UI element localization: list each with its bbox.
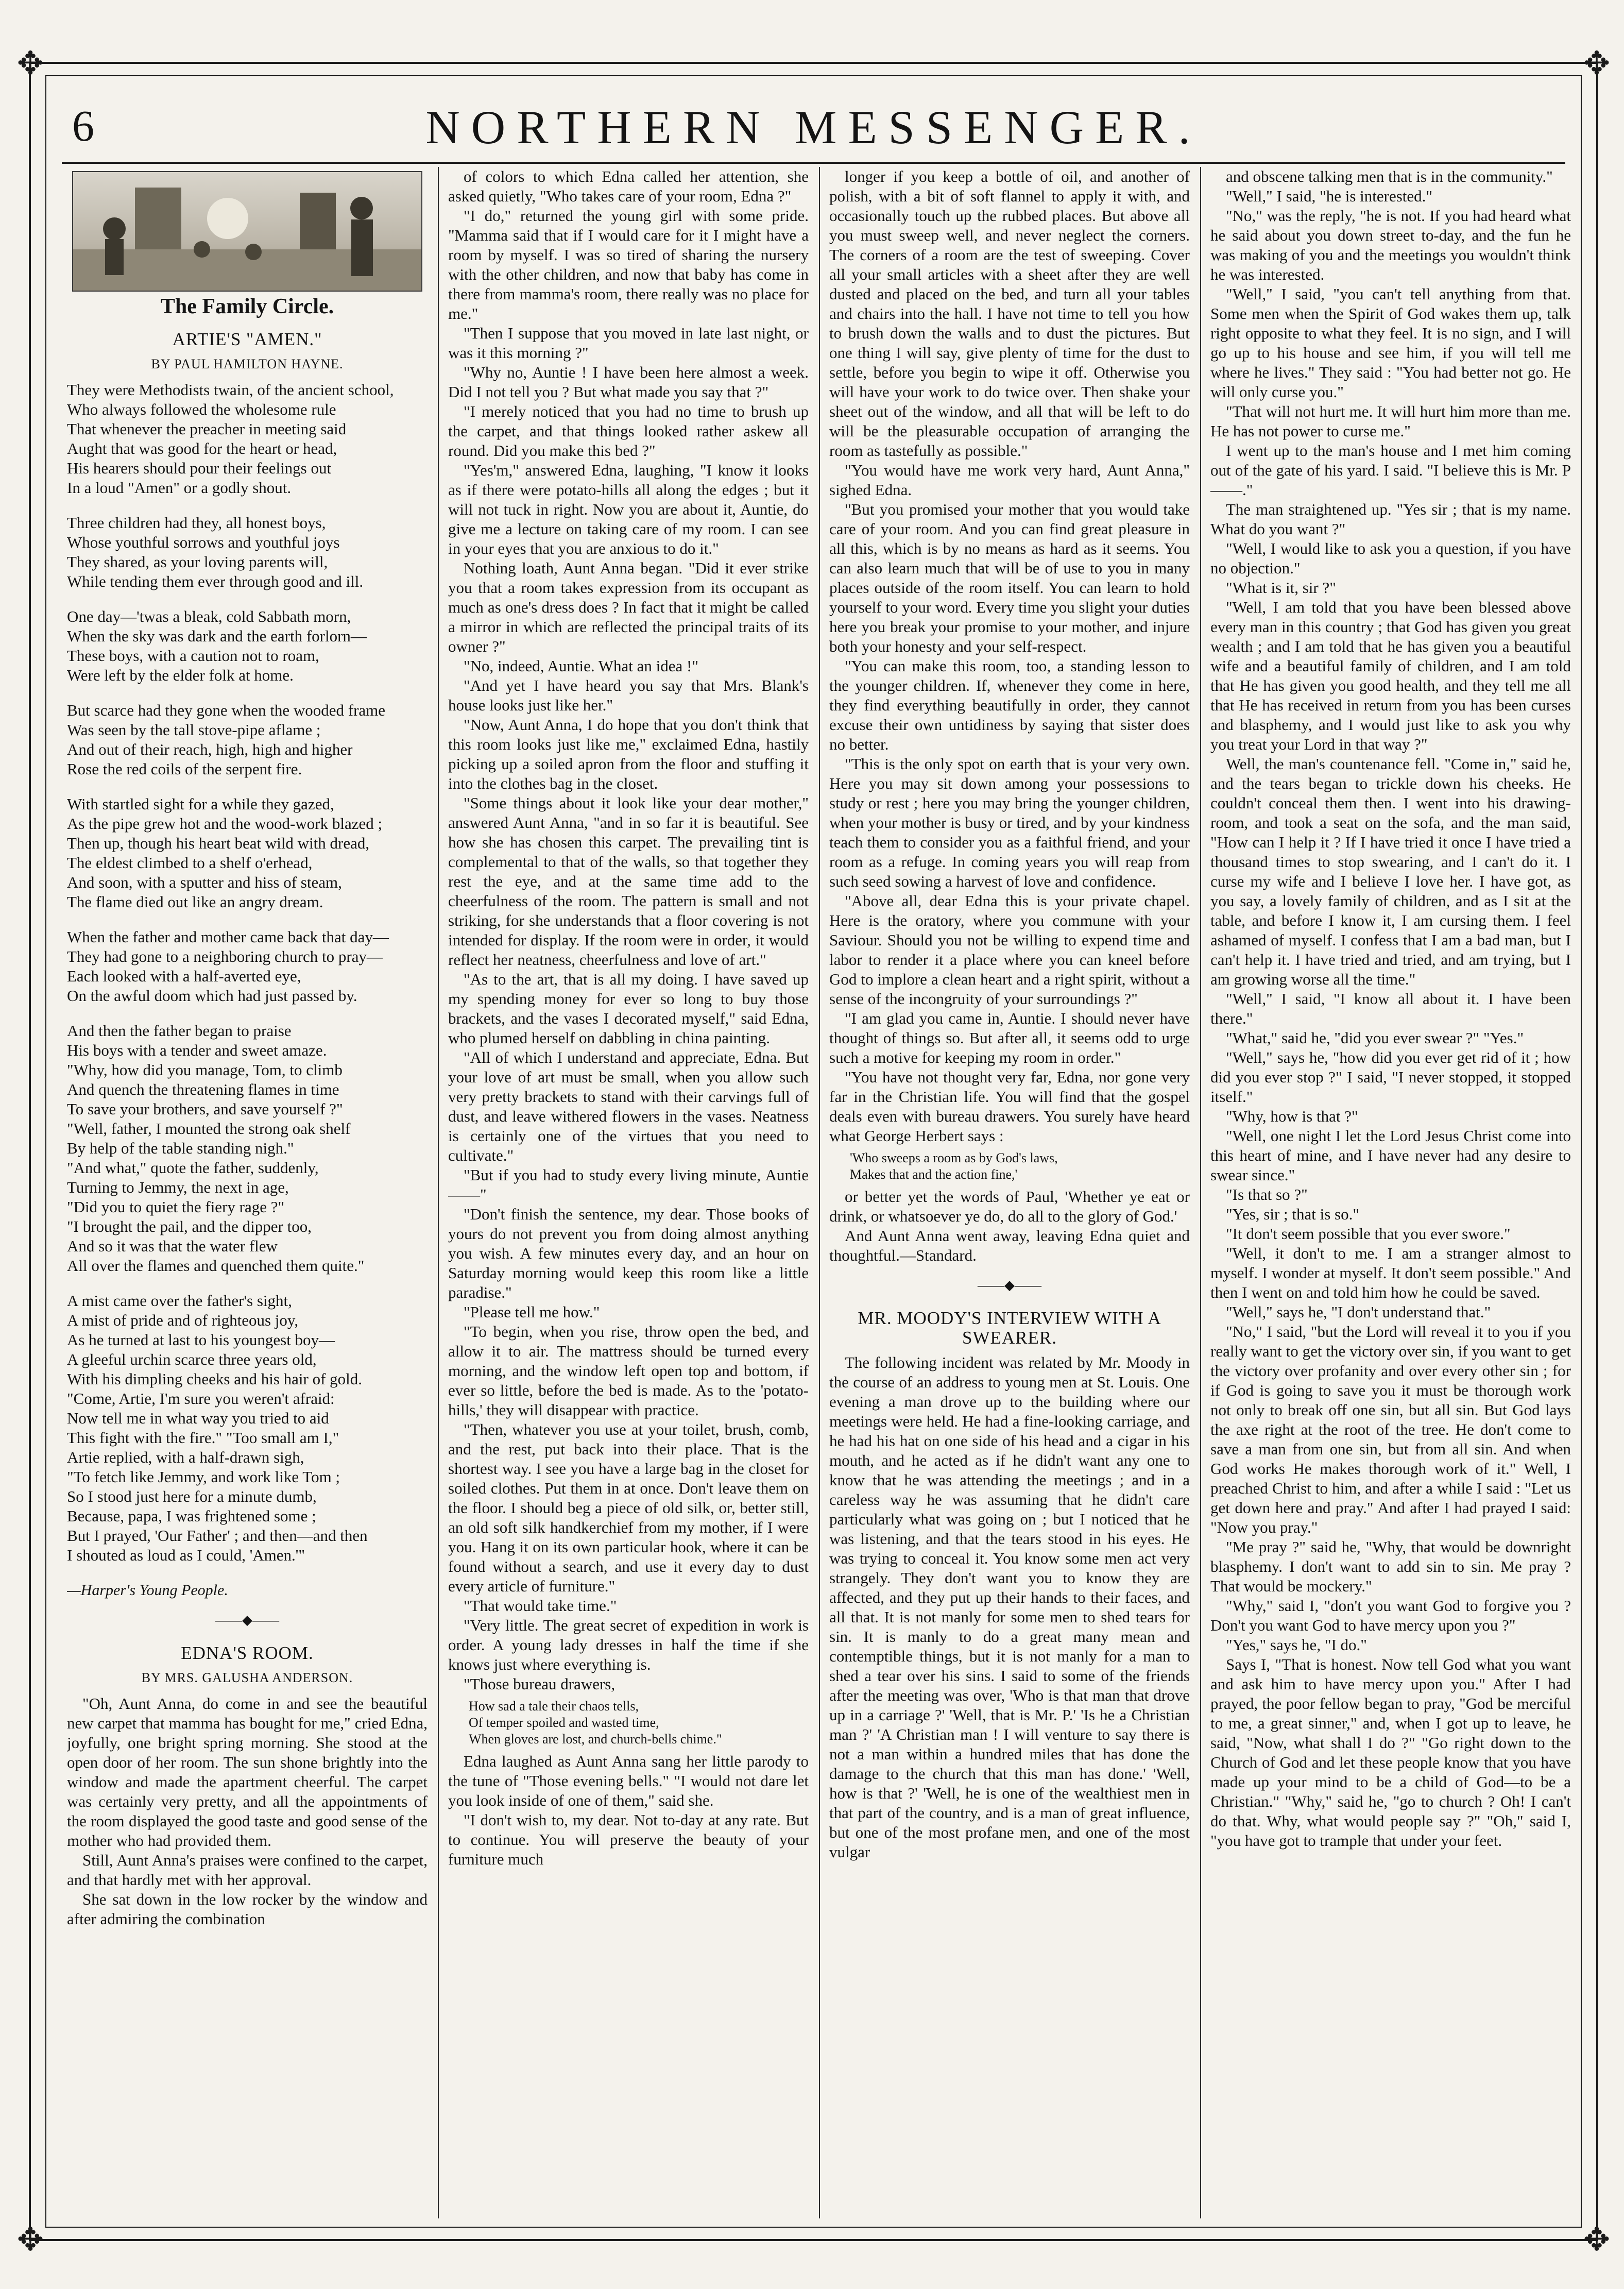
paragraph: "As to the art, that is all my doing. I have saved up my spending money for ever so long to buy those brackets, and the vases I decorated myself," said Edna, who plumed herself on dabbling in china painting.: [448, 970, 809, 1047]
paragraph: "Well, it don't to me. I am a stranger almost to myself. I wonder at myself. It don't seem possible." And then I went on and told him how he could be saved.: [1210, 1244, 1571, 1301]
story-text: [448, 167, 809, 1694]
poem-line: Rose the red coils of the serpent fire.: [67, 760, 302, 778]
divider: ——◆——: [215, 1613, 279, 1627]
story-title: EDNA'S ROOM.: [181, 1643, 314, 1663]
poem-line: While tending them ever through good and ill.: [67, 572, 364, 590]
poem-line: By help of the table standing nigh.": [67, 1139, 294, 1157]
newspaper-page: [17, 44, 1610, 2258]
poem-line: His hearers should pour their feelings out: [67, 459, 332, 477]
story-text: [829, 1187, 1190, 1265]
paragraph: longer if you keep a bottle of oil, and another of polish, with a bit of soft flannel to apply it with, and occasionally touch up the rubbed places. But above all you must sweep well, and never neglect the corners. The corners of a room are the test of sweeping. Cover all your small articles with a sheet after they are well dusted and placed on the bed, and turn all your tables and chairs into the hall. I have not time to tell you how to brush down the walls and to dust the pictures. But one thing I will say, give plenty of time for the dust to settle, before you begin to wipe it off. Otherwise you will have your work to do twice over. Then shake your sheet out of the window, and all that will be left to do will be the pleasurable occupation of arranging the room as tastefully as possible.": [829, 167, 1190, 460]
paragraph: "Don't finish the sentence, my dear. Those books of yours do not prevent you from doing almost anything you wish. A few minutes every day, and an hour on Saturday morning would keep this room like a little paradise.": [448, 1205, 809, 1301]
paragraph: "No, indeed, Auntie. What an idea !": [464, 657, 699, 675]
paragraph: "All of which I understand and appreciate, Edna. But your love of art must be small, when you allow such very pretty brackets to stand with their carvings full of dust, and leave withered flowers in the vases. Neatness is certainly one of the virtues that you need to cultivate.": [448, 1048, 809, 1164]
paragraph: "I don't wish to, my dear. Not to-day at any rate. But to continue. You will preserve the beauty of your furniture much: [448, 1811, 809, 1868]
paragraph: "You have not thought very far, Edna, nor gone very far in the Christian life. You will find that the gospel deals even with bureau drawers. You surely have heard what George Herbert says :: [829, 1068, 1190, 1145]
paragraph: "But you promised your mother that you would take care of your room. And you can find great pleasure in all this, which is by no means as hard as it seems. You can also learn much that will be of use to you in many places outside of the room itself. You can learn to hold yourself to your word. Every time you slight your duties here you break your promise to your mother, and injure both your honesty and your self-respect.: [829, 500, 1190, 655]
verse-quote: [469, 1698, 809, 1748]
paragraph: "I do," returned the young girl with some pride. "Mamma said that if I would care for it I might have a room by myself. I was so tired of sharing the nursery with the other children, and now that baby has come in there from mamma's room, there really was no place for me.": [448, 207, 809, 323]
verse-quote: [850, 1150, 1190, 1183]
paragraph: "Well," I said, "you can't tell anything from that. Some men when the Spirit of God wakes them up, talk right opposite to what they feel. It is no sign, and I will go up to his house and see him, if you will tell me where he lives." They said : "You had better not go. He will only curse you.": [1210, 285, 1571, 401]
poem-line: Were left by the elder folk at home.: [67, 666, 294, 684]
paragraph: "To begin, when you rise, throw open the bed, and allow it to air. The mattress should be turned every morning, and the window left open top and bottom, if ever so little, before the bed is made. As to the 'potato-hills,' they will disappear with practice.: [448, 1322, 809, 1419]
poem-line: Three children had they, all honest boys,: [67, 514, 326, 532]
poem-line: And quench the threatening flames in time: [67, 1080, 339, 1098]
poem-byline: BY PAUL HAMILTON HAYNE.: [151, 357, 344, 371]
paragraph: of colors to which Edna called her attention, she asked quietly, "Who takes care of your room, Edna ?": [448, 167, 809, 205]
poem-stanza: [67, 1021, 428, 1276]
poem-line: A mist of pride and of righteous joy,: [67, 1311, 299, 1329]
poem-line: When the father and mother came back that day—: [67, 928, 389, 946]
paragraph: "But if you had to study every living minute, Auntie——": [448, 1166, 809, 1203]
paragraph: "You can make this room, too, a standing lesson to the younger children. If, whenever they come in here, they find everything beautifully in order, they cannot excuse their own untidiness by saying that sister does no better.: [829, 657, 1190, 753]
poem-line: The flame died out like an angry dream.: [67, 893, 323, 911]
poem-stanza: [67, 794, 428, 912]
verse-line: How sad a tale their chaos tells,: [469, 1699, 639, 1714]
poem-line: "Come, Artie, I'm sure you weren't afraid:: [67, 1389, 335, 1408]
poem-line: They had gone to a neighboring church to pray—: [67, 947, 383, 965]
poem-stanza: [67, 513, 428, 591]
paragraph: "Now, Aunt Anna, I do hope that you don't think that this room looks just like me," exclaimed Edna, hastily picking up a soiled apron from the floor and stuffing it into the clothes bag in the closet.: [448, 716, 809, 792]
poem-line: Now tell me in what way you tried to aid: [67, 1409, 329, 1427]
paragraph: "Very little. The great secret of expedition in work is order. A young lady dresses in half the time if she knows just where everything is.: [448, 1616, 809, 1673]
poem-line: With his dimpling cheeks and his hair of gold.: [67, 1370, 363, 1388]
poem-line: "Well, father, I mounted the strong oak shelf: [67, 1120, 351, 1138]
column-rule: [819, 167, 820, 2218]
poem-line: "To fetch like Jemmy, and work like Tom ;: [67, 1468, 340, 1486]
poem-line: That whenever the preacher in meeting said: [67, 420, 347, 438]
poem-line: "Why, how did you manage, Tom, to climb: [67, 1061, 343, 1079]
column-3: [829, 167, 1190, 2218]
poem-line: "I brought the pail, and the dipper too,: [67, 1217, 312, 1235]
poem-line: The eldest climbed to a shelf o'erhead,: [67, 854, 313, 872]
page-number: 6: [72, 101, 94, 150]
paragraph: The man straightened up. "Yes sir ; that is my name. What do you want ?": [1210, 500, 1571, 538]
paragraph: Says I, "That is honest. Now tell God what you want and ask him to have mercy upon you." After I had prayed, the poor fellow began to pray, "God be merciful to me, a great sinner," and, when I got up to leave, he said, "Now, what shall I do ?" "Go right down to the Church of God and let these people know that you have made up your mind to be a child of God—to be a Christian." "Why," said he, "go to church ? Oh! I can't do that. Why, what would people say ?" "Oh," said I, "you have got to trample that under your feet.: [1210, 1655, 1571, 1850]
poem-line: To save your brothers, and save yourself ?": [67, 1100, 343, 1118]
paragraph: And Aunt Anna went away, leaving Edna quiet and thoughtful.—Standard.: [829, 1227, 1190, 1264]
paragraph: "Well," I said, "he is interested.": [1226, 187, 1433, 205]
column-rule: [438, 167, 439, 2218]
paragraph: "Why, how is that ?": [1226, 1107, 1358, 1125]
poem-line: As he turned at last to his youngest boy—: [67, 1331, 335, 1349]
poem-line: But scarce had they gone when the wooded frame: [67, 701, 386, 719]
paragraph: "That would take time.": [464, 1597, 617, 1615]
paragraph: "Oh, Aunt Anna, do come in and see the beautiful new carpet that mamma has bought for me," cried Edna, joyfully, one bright spring morning. She stood at the open door of her room. The sun shone brightly into the window and made the apartment cheerful. The carpet was certainly very pretty, and all the appointments of the room displayed the good taste and good sense of the mother who had provided them.: [67, 1694, 428, 1850]
paragraph: "Me pray ?" said he, "Why, that would be downright blasphemy. I don't want to add sin to sin. Me pray ? That would be mockery.": [1210, 1538, 1571, 1595]
paragraph: "Above all, dear Edna this is your private chapel. Here is the oratory, where you commune with your Saviour. Should you not be willing to expend time and labor to render it a place where you can kneel before God to implore a clean heart and a right spirit, without a sense of the incongruity of your surroundings ?": [829, 892, 1190, 1008]
paragraph: "Please tell me how.": [464, 1303, 600, 1321]
paragraph: "Some things about it look like your dear mother," answered Aunt Anna, "and in so far it is beautiful. See how she has chosen this carpet. The prevailing tint is complemental to that of the walls, so that together they rest the eye, and at the same time add to the cheerfulness of the room. The pattern is small and not striking, for she understands that a floor covering is not intended for display. If the room were in order, it would reflect her neatness, cheerfulness and love of art.": [448, 794, 809, 969]
poem-line: Then up, though his heart beat wild with dread,: [67, 834, 370, 852]
poem-stanza: [67, 701, 428, 779]
newspaper-title: NORTHERN MESSENGER.: [425, 101, 1202, 154]
story-text: [829, 1353, 1190, 1862]
paragraph: "It don't seem possible that you ever swore.": [1226, 1225, 1511, 1243]
masthead: [62, 84, 1565, 164]
column-4: [1210, 167, 1571, 2218]
paragraph: "Then, whatever you use at your toilet, brush, comb, and the rest, put back into their place. That is the shortest way. I see you have a large bag in the closet for soiled clothes. Put them in at once. Don't leave them on the floor. I should beg a piece of old silk, or, better still, an old soft silk handkerchief from my mother, if I were you. Hang it on its own particular hook, where it can be found without a search, and use it every day to dust every article of furniture.": [448, 1420, 809, 1595]
poem-line: "Did you to quiet the fiery rage ?": [67, 1198, 285, 1216]
column-1: [67, 167, 428, 2218]
paragraph: "You would have me work very hard, Aunt Anna," sighed Edna.: [829, 461, 1190, 499]
family-circle-illustration: [72, 171, 422, 292]
paragraph: "I merely noticed that you had no time to brush up the carpet, and that things looked rather askew all round. Did you make this bed ?": [448, 402, 809, 460]
poem-line: On the awful doom which had just passed by.: [67, 987, 357, 1005]
paragraph: Still, Aunt Anna's praises were confined to the carpet, and that hardly met with her approval.: [67, 1851, 428, 1889]
paragraph: "Well," says he, "how did you ever get rid of it ; how did you ever stop ?" I said, "I never stopped, it stopped itself.": [1210, 1048, 1571, 1106]
paragraph: "Why," said I, "don't you want God to forgive you ? Don't you want God to have mercy upon you ?": [1210, 1597, 1571, 1634]
poem-line: His boys with a tender and sweet amaze.: [67, 1041, 327, 1059]
poem-stanza: [67, 1291, 428, 1565]
corner-ornament-icon: ✥: [1583, 2220, 1610, 2258]
poem-line: But I prayed, 'Our Father' ; and then—and then: [67, 1527, 368, 1545]
poem-line: These boys, with a caution not to roam,: [67, 647, 319, 665]
story-byline: BY MRS. GALUSHA ANDERSON.: [141, 1670, 353, 1685]
poem-line: A gleeful urchin scarce three years old,: [67, 1350, 317, 1368]
poem-line: With startled sight for a while they gazed,: [67, 795, 334, 813]
paragraph: She sat down in the low rocker by the window and after admiring the combination: [67, 1890, 428, 1928]
poem-line: This fight with the fire." "Too small am I,": [67, 1429, 339, 1447]
story-text: [448, 1752, 809, 1869]
poem-line: They shared, as your loving parents will,: [67, 553, 328, 571]
section-title: The Family Circle.: [160, 295, 334, 318]
poem-line: Aught that was good for the heart or head,: [67, 439, 337, 457]
poem-stanza: [67, 607, 428, 685]
poem-line: Artie replied, with a half-drawn sigh,: [67, 1448, 304, 1466]
paragraph: "That will not hurt me. It will hurt him more than me. He has not power to curse me.": [1210, 402, 1571, 440]
paragraph: "Yes, sir ; that is so.": [1226, 1205, 1360, 1223]
paragraph: "Well, one night I let the Lord Jesus Christ come into this heart of mine, and I have never had any desire to swear since.": [1210, 1127, 1571, 1184]
column-rule: [1200, 167, 1201, 2218]
paragraph: "Why no, Auntie ! I have been here almost a week. Did I not tell you ? But what made you say that ?": [448, 363, 809, 401]
poem-credit: —Harper's Young People.: [67, 1582, 228, 1599]
verse-line: When gloves are lost, and church-bells chime.": [469, 1732, 722, 1747]
poem-line: Was seen by the tall stove-pipe aflame ;: [67, 721, 321, 739]
paragraph: "No," I said, "but the Lord will reveal it to you if you really want to get the victory over sin, if you want to get the victory over profanity and over every other sin ; for if God is going to save you it must be thorough work not only to break off one sin, but all sin. But God lays the axe right at the root of the tree. He don't come to save a man from one sin, but from all sin. And when God works He makes thorough work of it." Well, I preached Christ to him, and after a while I said : "Let us get down here and pray." And after I had prayed I said: "Now you pray.": [1210, 1322, 1571, 1536]
poem-stanza: [67, 380, 428, 498]
paragraph: and obscene talking men that is in the community.": [1226, 167, 1553, 185]
poem-title: ARTIE'S "AMEN.": [172, 329, 322, 349]
paragraph: "What is it, sir ?": [1226, 579, 1336, 597]
poem-line: And then the father began to praise: [67, 1022, 292, 1040]
poem-line: When the sky was dark and the earth forlorn—: [67, 627, 367, 645]
paragraph: "Well," says he, "I don't understand that.": [1226, 1303, 1491, 1321]
verse-line: Makes that and the action fine,': [850, 1167, 1018, 1182]
paragraph: "Yes," says he, "I do.": [1226, 1636, 1367, 1654]
paragraph: Nothing loath, Aunt Anna began. "Did it ever strike you that a room takes expression from its occupant as much as one's dress does ? In fact that it might be called a mirror in which are reflected the principal traits of its owner ?": [448, 559, 809, 655]
poem-line: And so it was that the water flew: [67, 1237, 278, 1255]
corner-ornament-icon: ✥: [17, 2220, 44, 2258]
poem-line: And soon, with a sputter and hiss of steam,: [67, 873, 342, 891]
poem-line: Whose youthful sorrows and youthful joys: [67, 533, 340, 551]
paragraph: I went up to the man's house and I met him coming out of the gate of his yard. I said. "I believe this is Mr. P——.": [1210, 442, 1571, 499]
verse-line: Of temper spoiled and wasted time,: [469, 1715, 659, 1730]
column-2: [448, 167, 809, 2218]
poem-line: I shouted as loud as I could, 'Amen.'": [67, 1546, 305, 1564]
poem-line: Each looked with a half-averted eye,: [67, 967, 301, 985]
verse-line: 'Who sweeps a room as by God's laws,: [850, 1150, 1058, 1165]
poem-line: Who always followed the wholesome rule: [67, 400, 336, 418]
paragraph: "No," was the reply, "he is not. If you had heard what he said about you down street to-day, and the fun he was making of you and the meetings you wouldn't think he was interested.: [1210, 207, 1571, 283]
poem-line: Because, papa, I was frightened some ;: [67, 1507, 316, 1525]
paragraph: or better yet the words of Paul, 'Whether ye eat or drink, or whatsoever ye do, do all to the glory of God.': [829, 1188, 1190, 1225]
paragraph: Well, the man's countenance fell. "Come in," said he, and the tears began to trickle down his cheeks. He couldn't conceal them then. I went into his drawing-room, and took a seat on the sofa, and the man said, "How can I help it ? If I have tried it once I have tried a thousand times to stop swearing, and I can't do it. I curse my wife and I believe I love her. I have got, as you say, a lovely family of children, and as I sit at the table, and before I know it, I am cursing them. I feel ashamed of myself. I confess that I am a bad man, but I can't help it. I have tried and tried, and am trying, but I am growing worse all the time.": [1210, 755, 1571, 988]
paragraph: "Well, I would like to ask you a question, if you have no objection.": [1210, 539, 1571, 577]
paragraph: "Those bureau drawers,: [464, 1675, 616, 1693]
poem-line: In a loud "Amen" or a godly shout.: [67, 479, 292, 497]
poem-line: So I stood just here for a minute dumb,: [67, 1487, 317, 1505]
poem-line: As the pipe grew hot and the wood-work blazed ;: [67, 815, 383, 833]
paragraph: Edna laughed as Aunt Anna sang her little parody to the tune of "Those evening bells." "I would not dare let you look inside of one of them," said she.: [448, 1752, 809, 1809]
paragraph: "Well," I said, "I know all about it. I have been there.": [1210, 990, 1571, 1027]
paragraph: "I am glad you came in, Auntie. I should never have thought of things so. But after all, it seems odd to urge such a motive for keeping my room in order.": [829, 1009, 1190, 1066]
columns: [62, 167, 1571, 2218]
poem-line: And out of their reach, high, high and higher: [67, 740, 353, 758]
poem-line: They were Methodists twain, of the ancient school,: [67, 381, 394, 399]
paragraph: "Well, I am told that you have been blessed above every man in this country ; that God has given you great wealth ; and I am told that he has given you a beautiful wife and a beautiful family of children, and I am told that He has given you good health, and they tell me all that He has received in return from you has been curses and blasphemy, and I would just like to ask you why you treat your Lord in that way ?": [1210, 598, 1571, 753]
poem-line: All over the flames and quenched them quite.": [67, 1257, 365, 1275]
story-text: [829, 167, 1190, 1146]
paragraph: "Yes'm," answered Edna, laughing, "I know it looks as if there were potato-hills all along the edges ; but it will not tuck in right. Now you are about it, Auntie, do give me a lecture on taking care of my room. I can see in your eyes that you are anxious to do it.": [448, 461, 809, 557]
poem-line: One day—'twas a bleak, cold Sabbath morn,: [67, 607, 351, 625]
poem-line: A mist came over the father's sight,: [67, 1292, 292, 1310]
paragraph: "What," said he, "did you ever swear ?" "Yes.": [1226, 1029, 1524, 1047]
poem-stanzas: [67, 380, 428, 1565]
corner-ornament-icon: ✥: [17, 44, 44, 82]
poem-stanza: [67, 927, 428, 1006]
story-text: [67, 1694, 428, 1929]
paragraph: The following incident was related by Mr. Moody in the course of an address to young men at St. Louis. One evening a man drove up to the building where our meetings were held. He had a fine-looking carriage, and he had his hat on one side of his head and a cigar in his mouth, and he acted as if he didn't want any one to know that he was attending the meetings ; and in a careless way he was assuming that he didn't care particularly what was going on ; but I noticed that he was listening, and that the tears stood in his eyes. He was trying to conceal it. You know some men act very strangely. They don't want you to know they are affected, and they put up their hands to their faces, and all that. It is not manly for some men to shed tears for sin. It is manly to do a great many mean and contemptible things, but it is not manly for a man to shed a tear over his sins. I said to some of the friends after the meeting was over, 'Who is that man that drove up in a carriage ?' 'Well, that is Mr. P.' 'Is he a Christian man ?' 'A Christian man ! I will venture to say there is not a man within a hundred miles that has done the damage to the church that this man has done.' 'Well, how is that ?' 'Well, he is one of the wealthiest men in that part of the country, and is a man of great influence, but one of the most profane men, and one of the most vulgar: [829, 1353, 1190, 1861]
paragraph: "And yet I have heard you say that Mrs. Blank's house looks just like her.": [448, 676, 809, 714]
paragraph: "This is the only spot on earth that is your very own. Here you may sit down among your possessions to study or rest ; here you may bring the younger children, when your mother is busy or tired, and by your kindness teach them to consider you as a faithful friend, and your room as a refuge. In coming years you will reap from such seed sowing a harvest of love and confidence.: [829, 755, 1190, 890]
poem-line: Turning to Jemmy, the next in age,: [67, 1178, 289, 1196]
paragraph: "Then I suppose that you moved in late last night, or was it this morning ?": [448, 324, 809, 362]
divider: ——◆——: [978, 1278, 1041, 1293]
corner-ornament-icon: ✥: [1583, 44, 1610, 82]
story-title: MR. MOODY'S INTERVIEW WITH A SWEARER.: [858, 1308, 1161, 1348]
story-text: [1210, 167, 1571, 1851]
poem-line: "And what," quote the father, suddenly,: [67, 1159, 319, 1177]
paragraph: "Is that so ?": [1226, 1185, 1308, 1203]
